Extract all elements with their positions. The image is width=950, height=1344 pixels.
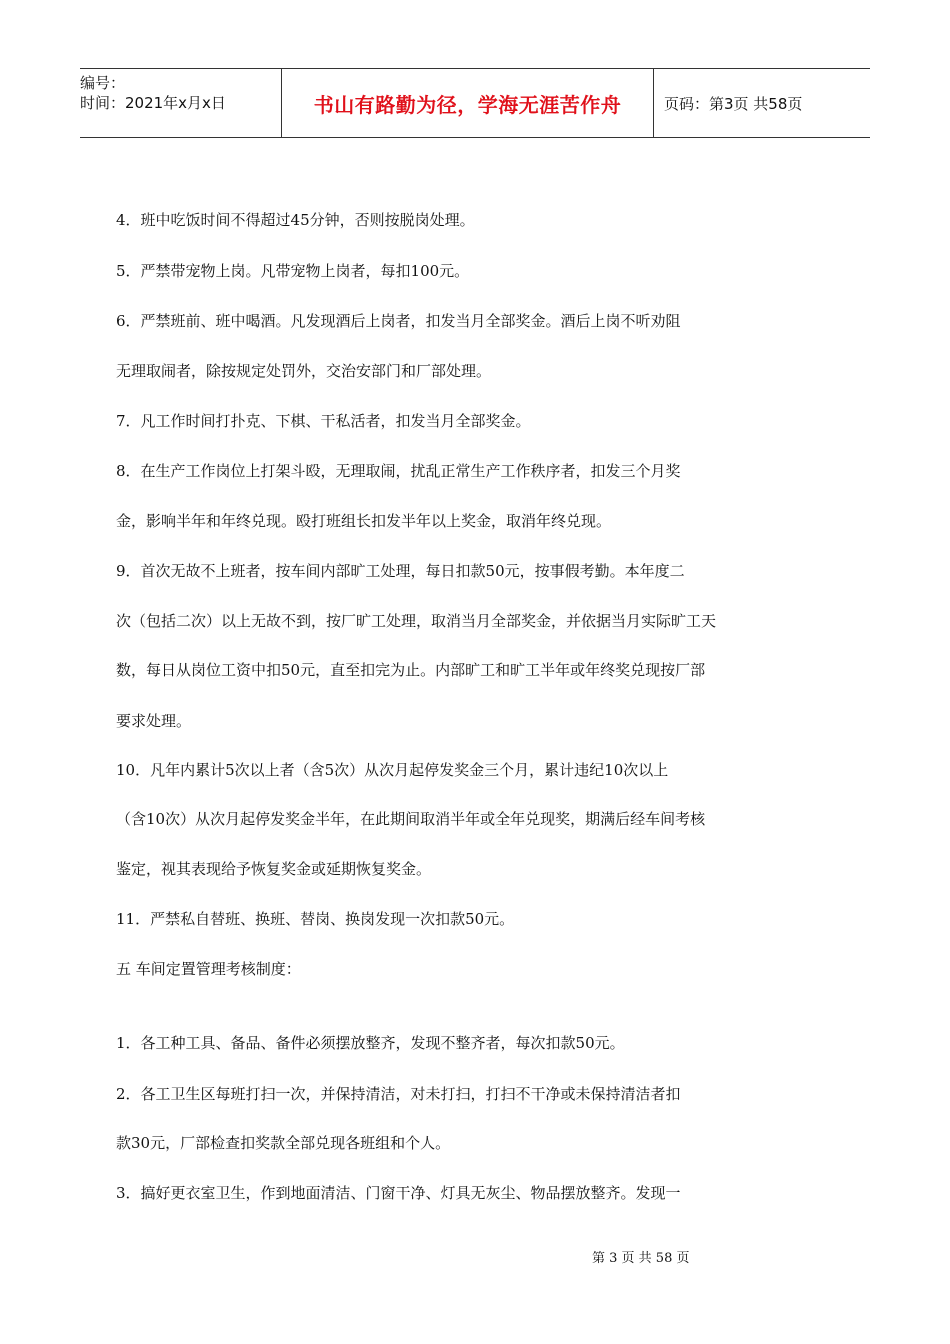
body-line: 无理取闹者，除按规定处罚外，交治安部门和厂部处理。 — [116, 362, 492, 380]
body-line: 款30元，厂部检查扣奖款全部兑现各班组和个人。 — [116, 1134, 451, 1152]
body-line: 金，影响半年和年终兑现。殴打班组长扣发半年以上奖金，取消年终兑现。 — [116, 512, 612, 530]
body-line: 4．班中吃饭时间不得超过45分钟，否则按脱岗处理。 — [116, 211, 475, 229]
body-line: 9．首次无故不上班者，按车间内部旷工处理，每日扣款50元，按事假考勤。本年度二 — [116, 562, 685, 580]
document-number-label: 编号： — [80, 74, 126, 92]
body-line: 要求处理。 — [116, 712, 192, 730]
body-line: 11．严禁私自替班、换班、替岗、换岗发现一次扣款50元。 — [116, 910, 515, 928]
header-page-info: 页码：第3页 共58页 — [664, 94, 803, 113]
section-heading: 五 车间定置管理考核制度： — [116, 960, 301, 978]
body-line: 7．凡工作时间打扑克、下棋、干私活者，扣发当月全部奖金。 — [116, 412, 531, 430]
header-page-info-cell — [654, 69, 870, 137]
body-line: 1．各工种工具、备品、备件必须摆放整齐，发现不整齐者，每次扣款50元。 — [116, 1034, 625, 1052]
header-motto: 书山有路勤为径，学海无涯苦作舟 — [313, 92, 622, 117]
body-line: 5．严禁带宠物上岗。凡带宠物上岗者，每扣100元。 — [116, 262, 470, 280]
body-line: 鉴定，视其表现给予恢复奖金或延期恢复奖金。 — [116, 860, 432, 878]
body-line: 2．各工卫生区每班打扫一次，并保持清洁，对未打扫，打扫不干净或未保持清洁者扣 — [116, 1085, 681, 1103]
header-motto-cell — [281, 69, 654, 137]
body-line: 8．在生产工作岗位上打架斗殴，无理取闹，扰乱正常生产工作秩序者，扣发三个月奖 — [116, 462, 681, 480]
body-line: 6．严禁班前、班中喝酒。凡发现酒后上岗者，扣发当月全部奖金。酒后上岗不听劝阻 — [116, 312, 681, 330]
body-line: （含10次）从次月起停发奖金半年，在此期间取消半年或全年兑现奖，期满后经车间考核 — [116, 810, 706, 828]
body-line: 10．凡年内累计5次以上者（含5次）从次月起停发奖金三个月，累计违纪10次以上 — [116, 761, 669, 779]
body-line: 数，每日从岗位工资中扣50元，直至扣完为止。内部旷工和旷工半年或年终奖兑现按厂部 — [116, 661, 706, 679]
document-header — [80, 68, 870, 138]
page-footer: 第 3 页 共 58 页 — [592, 1251, 690, 1266]
body-line: 次（包括二次）以上无故不到，按厂旷工处理，取消当月全部奖金，并依据当月实际旷工天 — [116, 612, 717, 630]
header-left-cell — [80, 69, 281, 137]
body-line: 3．搞好更衣室卫生，作到地面清洁、门窗干净、灯具无灰尘、物品摆放整齐。发现一 — [116, 1184, 681, 1202]
document-date-label: 时间：2021年x月x日 — [80, 94, 226, 112]
